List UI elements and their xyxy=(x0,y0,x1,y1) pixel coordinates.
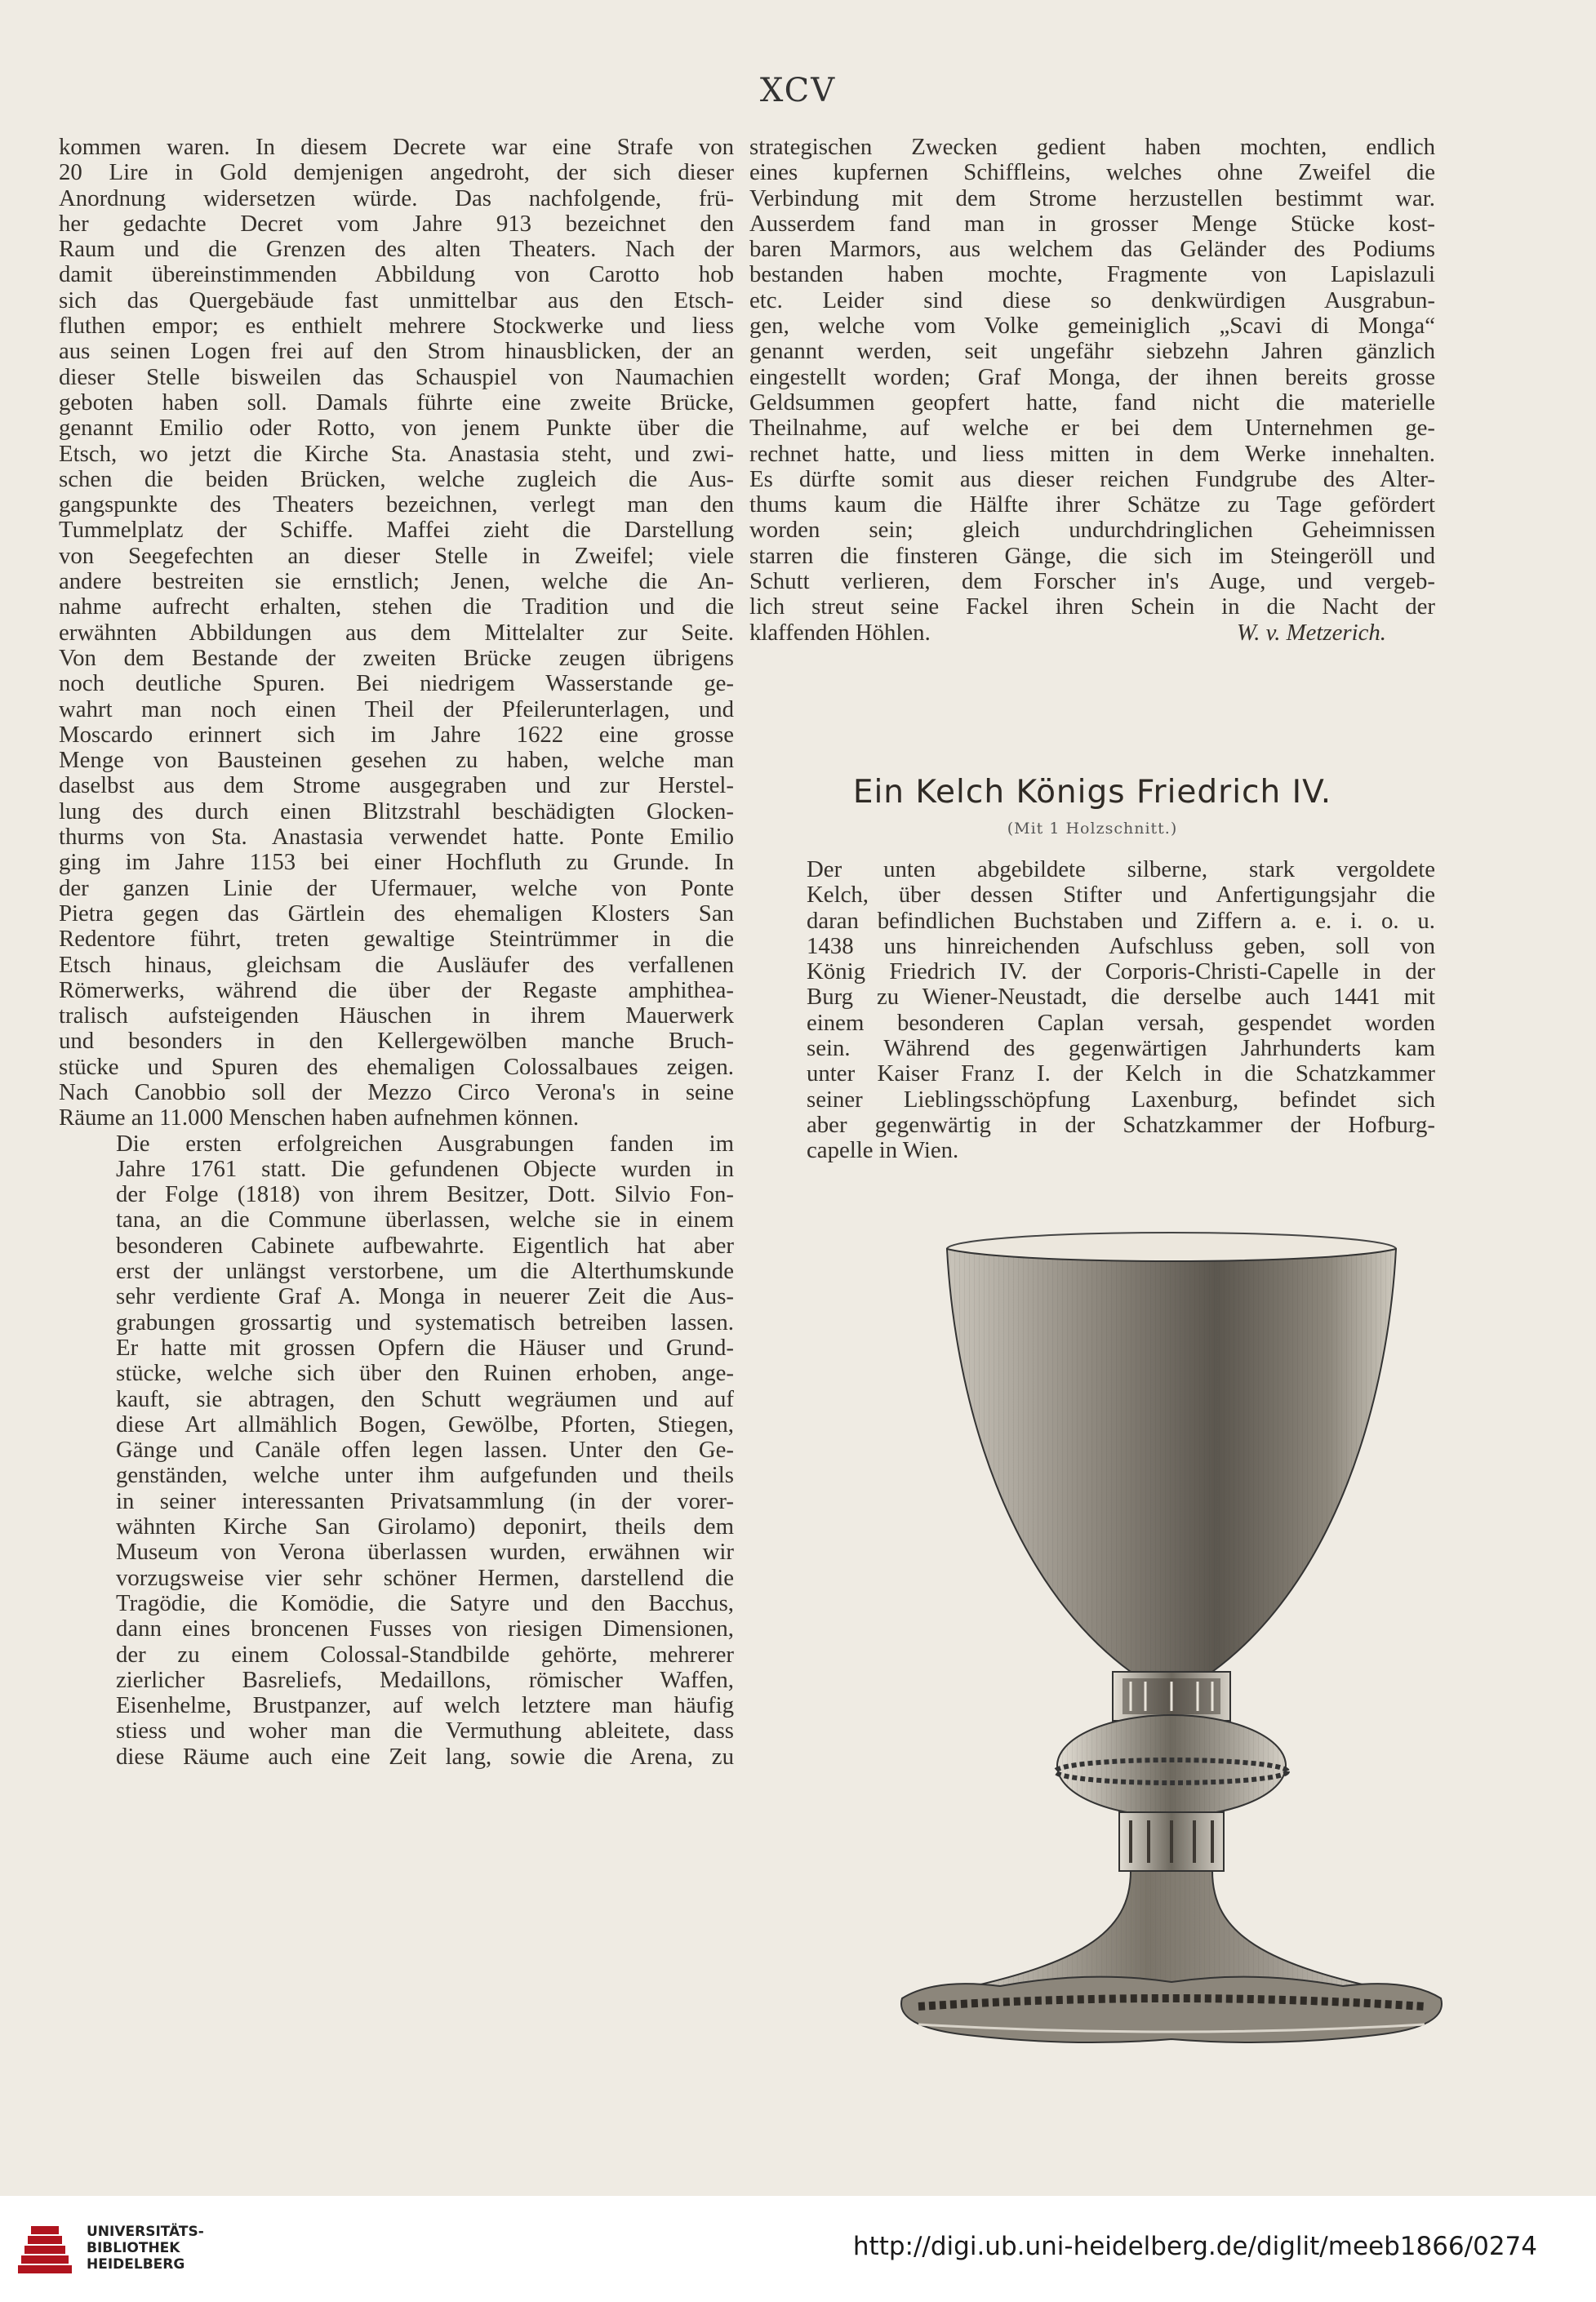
text-line: Römerwerks, während die über der Regaste amphithea- xyxy=(59,976,734,1003)
text-line: stücke, welche sich über den Ruinen erhoben, ange- xyxy=(116,1360,734,1387)
text-line: stiess und woher man die Vermuthung ableitete, dass xyxy=(116,1718,734,1744)
text-line: erst der unlängst verstorbene, um die Alterthumskunde xyxy=(116,1258,734,1285)
text-line: wahrt man noch einen Theil der Pfeilerunterlagen, und xyxy=(59,695,734,722)
text-line: kauft, sie abtragen, den Schutt wegräumen und auf xyxy=(116,1385,734,1412)
text-line: Tragödie, die Komödie, die Satyre und den Bacchus, xyxy=(116,1589,734,1616)
text-line: her gedachte Decret vom Jahre 913 bezeichnet den xyxy=(59,210,734,237)
text-line: bestanden haben mochte, Fragmente von Lapislazuli xyxy=(749,261,1435,288)
signature-row xyxy=(749,620,1435,646)
text-line: Eisenhelme, Brustpanzer, auf welch letztere man häufig xyxy=(116,1692,734,1719)
text-line: eingestellt worden; Graf Monga, der ihnen bereits grosse xyxy=(749,363,1435,390)
text-line: stücke und Spuren des ehemaligen Colossalbaues zeigen. xyxy=(59,1053,734,1080)
text-line: besonderen Cabinete aufbewahrte. Eigentlich hat aber xyxy=(116,1232,734,1259)
text-line: thums kaum die Hälfte ihrer Schätze zu Tage gefördert xyxy=(749,491,1435,518)
text-line: der Folge (1818) von ihrem Besitzer, Dott. Silvio Fon- xyxy=(116,1181,734,1208)
text-line: genannt werden, seit ungefähr siebzehn Jahren gänzlich xyxy=(749,338,1435,365)
text-line: Etsch, wo jetzt die Kirche Sta. Anastasia steht, und zwi- xyxy=(59,440,734,467)
text-line: Gänge und Canäle offen legen lassen. Unter den Ge- xyxy=(116,1437,734,1464)
text-line: König Friedrich IV. der Corporis-Christi-Capelle in der xyxy=(807,958,1435,985)
text-line: von Seegefechten an dieser Stelle in Zweifel; viele xyxy=(59,542,734,569)
text-line: Nach Canobbio soll der Mezzo Circo Verona's in seine xyxy=(59,1078,734,1105)
text-line: sein. Während des gegenwärtigen Jahrhunderts kam xyxy=(807,1035,1435,1062)
text-line: sehr verdiente Graf A. Monga in neuerer Zeit die Aus- xyxy=(116,1283,734,1310)
text-line: schen die beiden Brücken, welche zugleich die Aus- xyxy=(59,465,734,492)
text-line: andere bestreiten sie ernstlich; Jenen, welche die An- xyxy=(59,568,734,595)
text-line: der zu einem Colossal-Standbilde gehörte, mehrerer xyxy=(116,1641,734,1668)
text-line: capelle in Wien. xyxy=(807,1137,959,1164)
text-line: Etsch hinaus, gleichsam die Ausläufer des verfallenen xyxy=(59,951,734,978)
text-line: Schutt verlieren, dem Forscher in's Auge, und vergeb- xyxy=(749,568,1435,595)
text-line: strategischen Zwecken gedient haben mochten, endlich xyxy=(749,134,1435,160)
text-line: tralisch aufsteigenden Häuschen in ihrem Mauerwerk xyxy=(59,1002,734,1029)
text-line: gen, welche vom Volke gemeiniglich „Scavi di Monga“ xyxy=(749,313,1435,340)
text-line: Redentore führt, treten gewaltige Steintrümmer in die xyxy=(59,926,734,953)
text-line: Verbindung mit dem Strome herzustellen bestimmt war. xyxy=(749,184,1435,211)
text-line: Pietra gegen das Gärtlein des ehemaligen Klosters San xyxy=(59,900,734,927)
text-line: Raum und die Grenzen des alten Theaters. Nach der xyxy=(59,236,734,263)
text-line: wähnten Kirche San Girolamo) deponirt, theils dem xyxy=(116,1513,734,1540)
text-line: daran befindlichen Buchstaben und Ziffern a. e. i. o. u. xyxy=(807,907,1435,934)
text-line: noch deutliche Spuren. Bei niedrigem Wasserstande ge- xyxy=(59,670,734,697)
left-column xyxy=(59,135,734,1770)
paragraph xyxy=(59,135,734,1131)
chalice-illustration xyxy=(886,1231,1457,2051)
article-subtitle: (Mit 1 Holzschnitt.) xyxy=(1007,820,1178,838)
text-line: genständen, welche unter ihm aufgefunden und theils xyxy=(116,1462,734,1489)
text-line: gangspunkte des Theaters bezeichnen, verlegt man den xyxy=(59,491,734,518)
permalink-url[interactable]: http://digi.ub.uni-heidelberg.de/diglit/meeb1866/0274 xyxy=(852,2232,1537,2261)
text-line: seiner Lieblingsschöpfung Laxenburg, befindet sich xyxy=(807,1086,1435,1113)
heidelberg-library-logo xyxy=(15,2216,76,2282)
closing-line: klaffenden Höhlen. xyxy=(749,619,931,646)
text-line: ging im Jahre 1153 bei einer Hochfluth zu Grunde. In xyxy=(59,849,734,876)
text-line: aus seinen Logen frei auf den Strom hinausblicken, der an xyxy=(59,338,734,365)
text-line: sich das Quergebäude fast unmittelbar aus den Etsch- xyxy=(59,287,734,313)
text-line: Geldsummen geopfert hatte, fand nicht die materielle xyxy=(749,389,1435,416)
text-line: tana, an die Commune überlassen, welche sie in einem xyxy=(116,1207,734,1233)
text-line: 1438 uns hinreichenden Aufschluss geben, soll von xyxy=(807,932,1435,959)
text-line: Jahre 1761 statt. Die gefundenen Objecte wurden in xyxy=(116,1155,734,1182)
text-line: rechnet hatte, und liess mitten in dem Werke innehalten. xyxy=(749,440,1435,467)
text-line: zierlicher Basreliefs, Medaillons, römischer Waffen, xyxy=(116,1666,734,1693)
text-line: Anordnung widersetzen würde. Das nachfolgende, frü- xyxy=(59,184,734,211)
text-line: aber gegenwärtig in der Schatzkammer der Hofburg- xyxy=(807,1111,1435,1138)
text-line: starren die finsteren Gänge, die sich im Steingeröll und xyxy=(749,542,1435,569)
text-line: lung des durch einen Blitzstrahl beschädigten Glocken- xyxy=(59,798,734,824)
text-line: Er hatte mit grossen Opfern die Häuser und Grund- xyxy=(116,1334,734,1361)
text-line: vorzugsweise vier sehr schöner Hermen, darstellend die xyxy=(116,1564,734,1591)
text-line: damit übereinstimmenden Abbildung von Carotto hob xyxy=(59,261,734,288)
text-line: eines kupfernen Schiffleins, welches ohne Zweifel die xyxy=(749,159,1435,186)
text-line: Burg zu Wiener-Neustadt, die derselbe auch 1441 mit xyxy=(807,984,1435,1011)
article-body xyxy=(749,857,1435,1164)
paragraph xyxy=(749,857,1435,1164)
library-name: UNIVERSITÄTS- BIBLIOTHEK HEIDELBERG xyxy=(87,2224,204,2273)
text-line: geboten haben soll. Damals führte eine zweite Brücke, xyxy=(59,389,734,416)
text-line: Es dürfte somit aus dieser reichen Fundgrube des Alter- xyxy=(749,465,1435,492)
text-line: grabungen grossartig und systematisch betreiben lassen. xyxy=(116,1309,734,1335)
text-line: diese Räume auch eine Zeit lang, sowie die Arena, zu xyxy=(116,1743,734,1770)
text-line: Ausserdem fand man in grosser Menge Stücke kost- xyxy=(749,210,1435,237)
page-number: XCV xyxy=(759,72,837,109)
text-line: in seiner interessanten Privatsammlung (in der vorer- xyxy=(116,1487,734,1514)
text-line: unter Kaiser Franz I. der Kelch in die Schatzkammer xyxy=(807,1060,1435,1087)
text-line: lich streut seine Fackel ihren Schein in die Nacht der xyxy=(749,593,1435,620)
text-line: Die ersten erfolgreichen Ausgrabungen fanden im xyxy=(116,1130,734,1157)
text-line: Kelch, über dessen Stifter und Anfertigungsjahr die xyxy=(807,882,1435,909)
text-line: genannt Emilio oder Rotto, von jenem Punkte über die xyxy=(59,415,734,442)
author-signature: W. v. Metzerich. xyxy=(1236,619,1386,646)
text-line: diese Art allmählich Bogen, Gewölbe, Pforten, Stiegen, xyxy=(116,1411,734,1438)
text-line: worden sein; gleich undurchdringlichen Geheimnissen xyxy=(749,517,1435,544)
footer xyxy=(0,2196,1596,2302)
text-line: Moscardo erinnert sich im Jahre 1622 eine grosse xyxy=(59,721,734,748)
text-line: dann eines broncenen Fusses von riesigen Dimensionen, xyxy=(116,1615,734,1642)
text-line: baren Marmors, aus welchem das Geländer des Podiums xyxy=(749,236,1435,263)
text-line: daselbst aus dem Strome ausgegraben und zur Herstel- xyxy=(59,772,734,799)
paragraph xyxy=(749,135,1435,620)
text-line: nahme aufrecht erhalten, stehen die Tradition und die xyxy=(59,593,734,620)
text-line: Menge von Bausteinen gesehen zu haben, welche man xyxy=(59,747,734,774)
text-line: der ganzen Linie der Ufermauer, welche von Ponte xyxy=(59,874,734,901)
text-line: kommen waren. In diesem Decrete war eine Strafe von xyxy=(59,134,734,160)
text-line: Tummelplatz der Schiffe. Maffei zieht die Darstellung xyxy=(59,517,734,544)
text-line: fluthen empor; es enthielt mehrere Stockwerke und liess xyxy=(59,313,734,340)
text-line: Theilnahme, auf welche er bei dem Unternehmen ge- xyxy=(749,415,1435,442)
text-line: thurms von Sta. Anastasia verwendet hatte. Ponte Emilio xyxy=(59,824,734,851)
paragraph xyxy=(59,1131,734,1770)
text-line: Von dem Bestande der zweiten Brücke zeugen übrigens xyxy=(59,644,734,671)
text-line: und besonders in den Kellergewölben manche Bruch- xyxy=(59,1028,734,1055)
text-line: Der unten abgebildete silberne, stark vergoldete xyxy=(807,856,1435,882)
text-line: etc. Leider sind diese so denkwürdigen Ausgrabun- xyxy=(749,287,1435,313)
text-line: Museum von Verona überlassen wurden, erwähnen wir xyxy=(116,1539,734,1566)
text-line: dieser Stelle bisweilen das Schauspiel von Naumachien xyxy=(59,363,734,390)
text-line: einem besonderen Caplan versah, gespendet worden xyxy=(807,1009,1435,1036)
text-line: erwähnten Abbildungen aus dem Mittelalter zur Seite. xyxy=(59,619,734,646)
right-column xyxy=(749,135,1435,646)
article-title: Ein Kelch Königs Friedrich IV. xyxy=(852,774,1332,811)
text-line: Räume an 11.000 Menschen haben aufnehmen können. xyxy=(59,1104,580,1131)
text-line: 20 Lire in Gold demjenigen angedroht, der sich dieser xyxy=(59,159,734,186)
